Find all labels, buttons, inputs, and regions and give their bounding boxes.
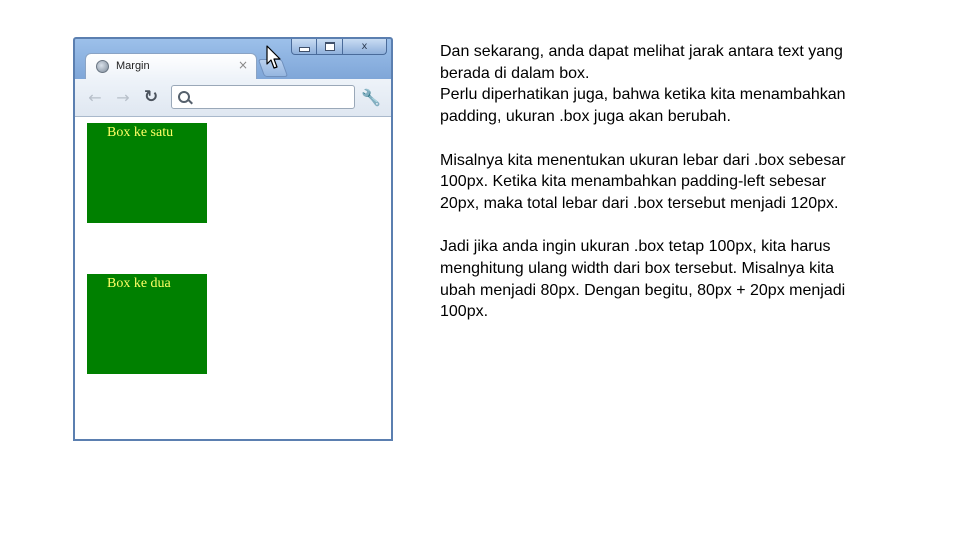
search-icon [178, 91, 190, 103]
globe-icon [96, 60, 109, 73]
explanation-paragraph-1: Dan sekarang, anda dapat melihat jarak antara text yang berada di dalam box. Perlu diperhatikan juga, bahwa ketika kita menambahkan padding, ukuran .box juga akan berubah. [440, 43, 846, 126]
reload-button[interactable]: ↻ [143, 87, 159, 107]
minimize-button[interactable] [291, 39, 317, 55]
close-window-button[interactable]: x [343, 39, 387, 55]
explanation-paragraph-2: Misalnya kita menentukan ukuran lebar dari .box sebesar 100px. Ketika kita menambahkan padding-left sebesar 20px, maka total lebar dari .box tersebut menjadi 120px. [440, 151, 846, 212]
tab-close-icon[interactable]: × [237, 58, 248, 72]
address-input[interactable] [192, 88, 354, 108]
box-one: Box ke satu [87, 123, 207, 223]
minimize-icon [299, 47, 310, 52]
explanation-paragraph-3: Jadi jika anda ingin ukuran .box tetap 100px, kita harus menghitung ulang width dari box tersebut. Misalnya kita ubah menjadi 80px. Dengan begitu, 80px + 20px menjadi 100px. [440, 238, 846, 321]
browser-window [73, 37, 393, 441]
maximize-icon [325, 42, 335, 51]
wrench-icon[interactable]: 🔧 [361, 88, 381, 107]
maximize-button[interactable] [317, 39, 343, 55]
page-content [75, 117, 391, 439]
window-controls [291, 39, 387, 57]
back-button[interactable]: ← [88, 87, 102, 107]
mouse-cursor-icon [266, 45, 284, 71]
tab-margin[interactable] [85, 53, 257, 79]
tab-title: Margin [116, 60, 150, 72]
forward-button[interactable]: → [116, 87, 130, 107]
omnibox[interactable] [171, 85, 355, 109]
box-two: Box ke dua [87, 274, 207, 374]
toolbar [75, 79, 391, 117]
explanation-text [440, 41, 940, 345]
